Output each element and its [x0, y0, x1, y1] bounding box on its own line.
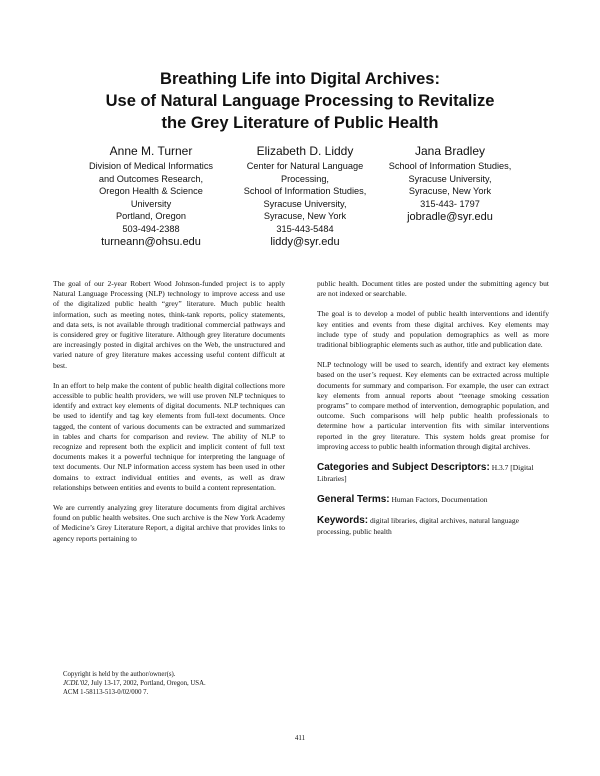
conference-line [63, 679, 313, 688]
categories-section [317, 462, 549, 484]
general-terms-text: Human Factors, Documentation [391, 495, 488, 505]
author-turner [66, 143, 236, 249]
left-column [53, 279, 285, 554]
keywords-text: digital libraries, digital archives, natural language processing, public health [317, 516, 519, 537]
body-paragraph: The goal is to develop a model of public health interventions and identify key entities and events from these digital archives. Key elements may include type of study and population demographics as well as more traditional bibliographic elements such as author, title and publication date. [317, 309, 549, 350]
conference-name: JCDL'02, [63, 680, 90, 688]
acm-line: ACM 1-58113-513-0/02/000 7. [63, 689, 149, 697]
copyright-footer [63, 670, 313, 698]
author-phone: 315-443- 1797 [420, 198, 480, 209]
right-column [317, 279, 549, 547]
author-affiliation-line: Oregon Health & Science [99, 186, 203, 196]
body-paragraph: NLP technology will be used to search, identify and extract key elements based on the user’s request. Key elements can be extracted across multiple documents for summary and comparison. For example, the user can extract key elements from annual reports about “teenage smoking cessation programs” to compare method of intervention, demographic population, and outcome. Such comparisons will help public health professionals to determine how a particular intervention fits with similar interventions reported in the grey literature. This system holds great promise for improving access to public health information through digital archives. [317, 360, 549, 451]
author-email: turneann@ohsu.edu [101, 236, 201, 248]
title-line-1: Breathing Life into Digital Archives: [160, 70, 440, 88]
title-line-3: the Grey Literature of Public Health [161, 114, 439, 132]
author-affiliation-line: School of Information Studies, [388, 161, 512, 171]
author-affiliation-line: and Outcomes Research, [98, 173, 204, 184]
author-affiliation-line: Division of Medical Informatics [88, 161, 214, 171]
general-terms-section [317, 494, 549, 505]
author-name: Elizabeth D. Liddy [256, 144, 354, 158]
categories-text: H.3.7 [Digital Libraries] [317, 463, 534, 484]
author-affiliation-line: Syracuse, New York [263, 211, 347, 221]
author-affiliation-line: Processing, [280, 173, 329, 184]
body-paragraph: In an effort to help make the content of public health digital collections more accessible to public health providers, we will use proven NLP techniques to identify and extract key elements of digital documents. NLP techniques can be used to identify and tag key elements from full-text documents. Once tagged, the content of various documents can be extracted and summarized in tables and charts for comparison and review. The ability of NLP to recognize and represent both the explicit and implicit content of full text documents makes it a powerful technique for interpreting the language of text documents. Our NLP information access system has been used in other domains to extract individual entities and events, as well as draw relationships between entities and events to build a content representation. [53, 380, 285, 492]
author-name: Jana Bradley [414, 144, 486, 158]
title-line-2: Use of Natural Language Processing to Revitalize [105, 92, 495, 110]
page-number: 411 [294, 734, 306, 742]
body-paragraph: We are currently analyzing grey literature documents from digital archives found on public health websites. One such archive is the New York Academy of Medicine’s Grey Literature Report, a digital archive that provides links to agency reports pertaining to [53, 503, 285, 543]
author-email: jobradle@syr.edu [407, 211, 493, 223]
keywords-section [317, 515, 549, 537]
author-phone: 503-494-2388 [122, 223, 180, 234]
author-affiliation-line: Syracuse, New York [408, 186, 492, 196]
body-paragraph: The goal of our 2-year Robert Wood Johnson-funded project is to apply Natural Language Processing (NLP) technology to improve access and use of the digitalized public health “grey” literature. Much public health information, such as meeting notes, think-tank reports, policy statements, and data sets, is not available through traditional commercial pathways and is considered grey or fugitive literature. Although grey literature documents are increasingly posted in digital archives on the Web, the unstructured and varied nature of grey literature makes accessing useful content difficult at best. [53, 279, 285, 370]
author-email: liddy@syr.edu [270, 236, 340, 248]
author-bradley [365, 143, 535, 224]
author-phone: 315-443-5484 [276, 223, 334, 234]
author-affiliation-line: School of Information Studies, [243, 186, 367, 196]
author-affiliation-line: Syracuse University, [263, 198, 347, 209]
author-name: Anne M. Turner [109, 144, 193, 158]
author-affiliation-line: University [130, 198, 172, 209]
general-terms-heading: General Terms: [317, 494, 390, 506]
author-affiliation-line: Portland, Oregon [116, 211, 186, 221]
author-affiliation-line: Syracuse University, [408, 173, 492, 184]
author-affiliation-line: Center for Natural Language [246, 161, 364, 171]
categories-heading: Categories and Subject Descriptors: [317, 462, 490, 474]
paper-title [40, 68, 560, 134]
body-paragraph: public health. Document titles are posted under the submitting agency but are not indexed or searchable. [317, 279, 549, 299]
conference-details: July 13-17, 2002, Portland, Oregon, USA. [89, 680, 206, 688]
copyright-line: Copyright is held by the author/owner(s). [63, 671, 176, 678]
keywords-heading: Keywords: [317, 515, 369, 527]
